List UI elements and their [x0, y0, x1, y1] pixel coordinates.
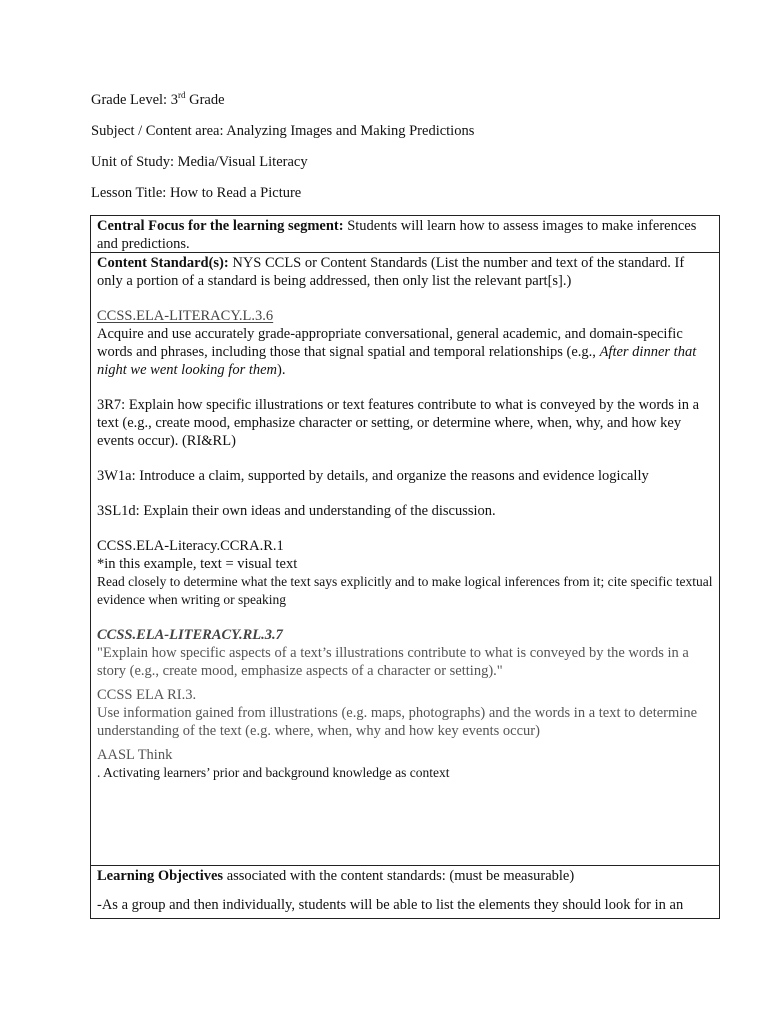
standard-rl37 — [97, 626, 713, 680]
grade-level: Grade Level: 3rd Grade — [91, 90, 225, 108]
standard-l36-text: Acquire and use accurately grade-appropriate conversational, general academic, and domain-specific words and phrases, including those that signal spatial and temporal relationships (e.g., After dinner that night we went looking for them). — [97, 326, 697, 378]
central-focus-label: Central Focus for the learning segment: — [97, 218, 344, 234]
standard-aasl — [97, 746, 713, 782]
lesson-plan-table — [90, 215, 720, 919]
standard-ccra-r1 — [97, 537, 713, 609]
central-focus-cell — [91, 216, 719, 253]
standard-l36 — [97, 307, 713, 379]
lesson-title: Lesson Title: How to Read a Picture — [91, 185, 302, 201]
content-standards-cell — [91, 253, 719, 866]
standard-ccra-note: *in this example, text = visual text — [97, 556, 298, 572]
standard-aasl-text: . Activating learners’ prior and background knowledge as context — [97, 765, 450, 780]
learning-objective-item: -As a group and then individually, students will be able to list the elements they should look for in an — [97, 897, 684, 913]
learning-objectives-heading: Learning Objectives associated with the content standards: (must be measurable) — [97, 868, 575, 884]
subject-line: Subject / Content area: Analyzing Images and Making Predictions — [91, 123, 475, 139]
standard-ccra-text: Read closely to determine what the text says explicitly and to make logical inferences from it; cite specific textual evidence when writing or speaking — [97, 574, 713, 607]
standard-3sl1d: 3SL1d: Explain their own ideas and understanding of the discussion. — [97, 503, 496, 519]
standard-aasl-code: AASL Think — [97, 747, 173, 763]
learning-objectives-cell — [91, 866, 719, 918]
standard-l36-code[interactable]: CCSS.ELA-LITERACY.L.3.6 — [97, 308, 274, 324]
standard-rl37-code: CCSS.ELA-LITERACY.RL.3.7 — [97, 627, 283, 643]
standard-ri3-text: Use information gained from illustrations (e.g. maps, photographs) and the words in a text to determine understanding of the text (e.g. where, when, why and how key events occur) — [97, 705, 698, 739]
content-standards-intro: Content Standard(s): NYS CCLS or Content Standards (List the number and text of the standard. If only a portion of a standard is being addressed, then only list the relevant part[s].) — [97, 255, 685, 289]
standard-3r7: 3R7: Explain how specific illustrations or text features contribute to what is conveyed by the words in a text (e.g., create mood, emphasize character or setting, or determine where, when, why, and how key events occur). (RI&RL) — [97, 397, 700, 449]
standard-rl37-text: "Explain how specific aspects of a text’s illustrations contribute to what is conveyed by the words in a story (e.g., create mood, emphasize aspects of a character or setting)." — [97, 645, 689, 679]
standard-ri3-code: CCSS ELA RI.3. — [97, 687, 197, 703]
standard-3w1a: 3W1a: Introduce a claim, supported by details, and organize the reasons and evidence logically — [97, 468, 649, 484]
unit-line: Unit of Study: Media/Visual Literacy — [91, 154, 308, 170]
standard-ccra-code: CCSS.ELA-Literacy.CCRA.R.1 — [97, 538, 284, 554]
central-focus-text: Students will learn how to assess images to make inferences and predictions. — [97, 218, 697, 252]
standard-ri3 — [97, 686, 713, 740]
